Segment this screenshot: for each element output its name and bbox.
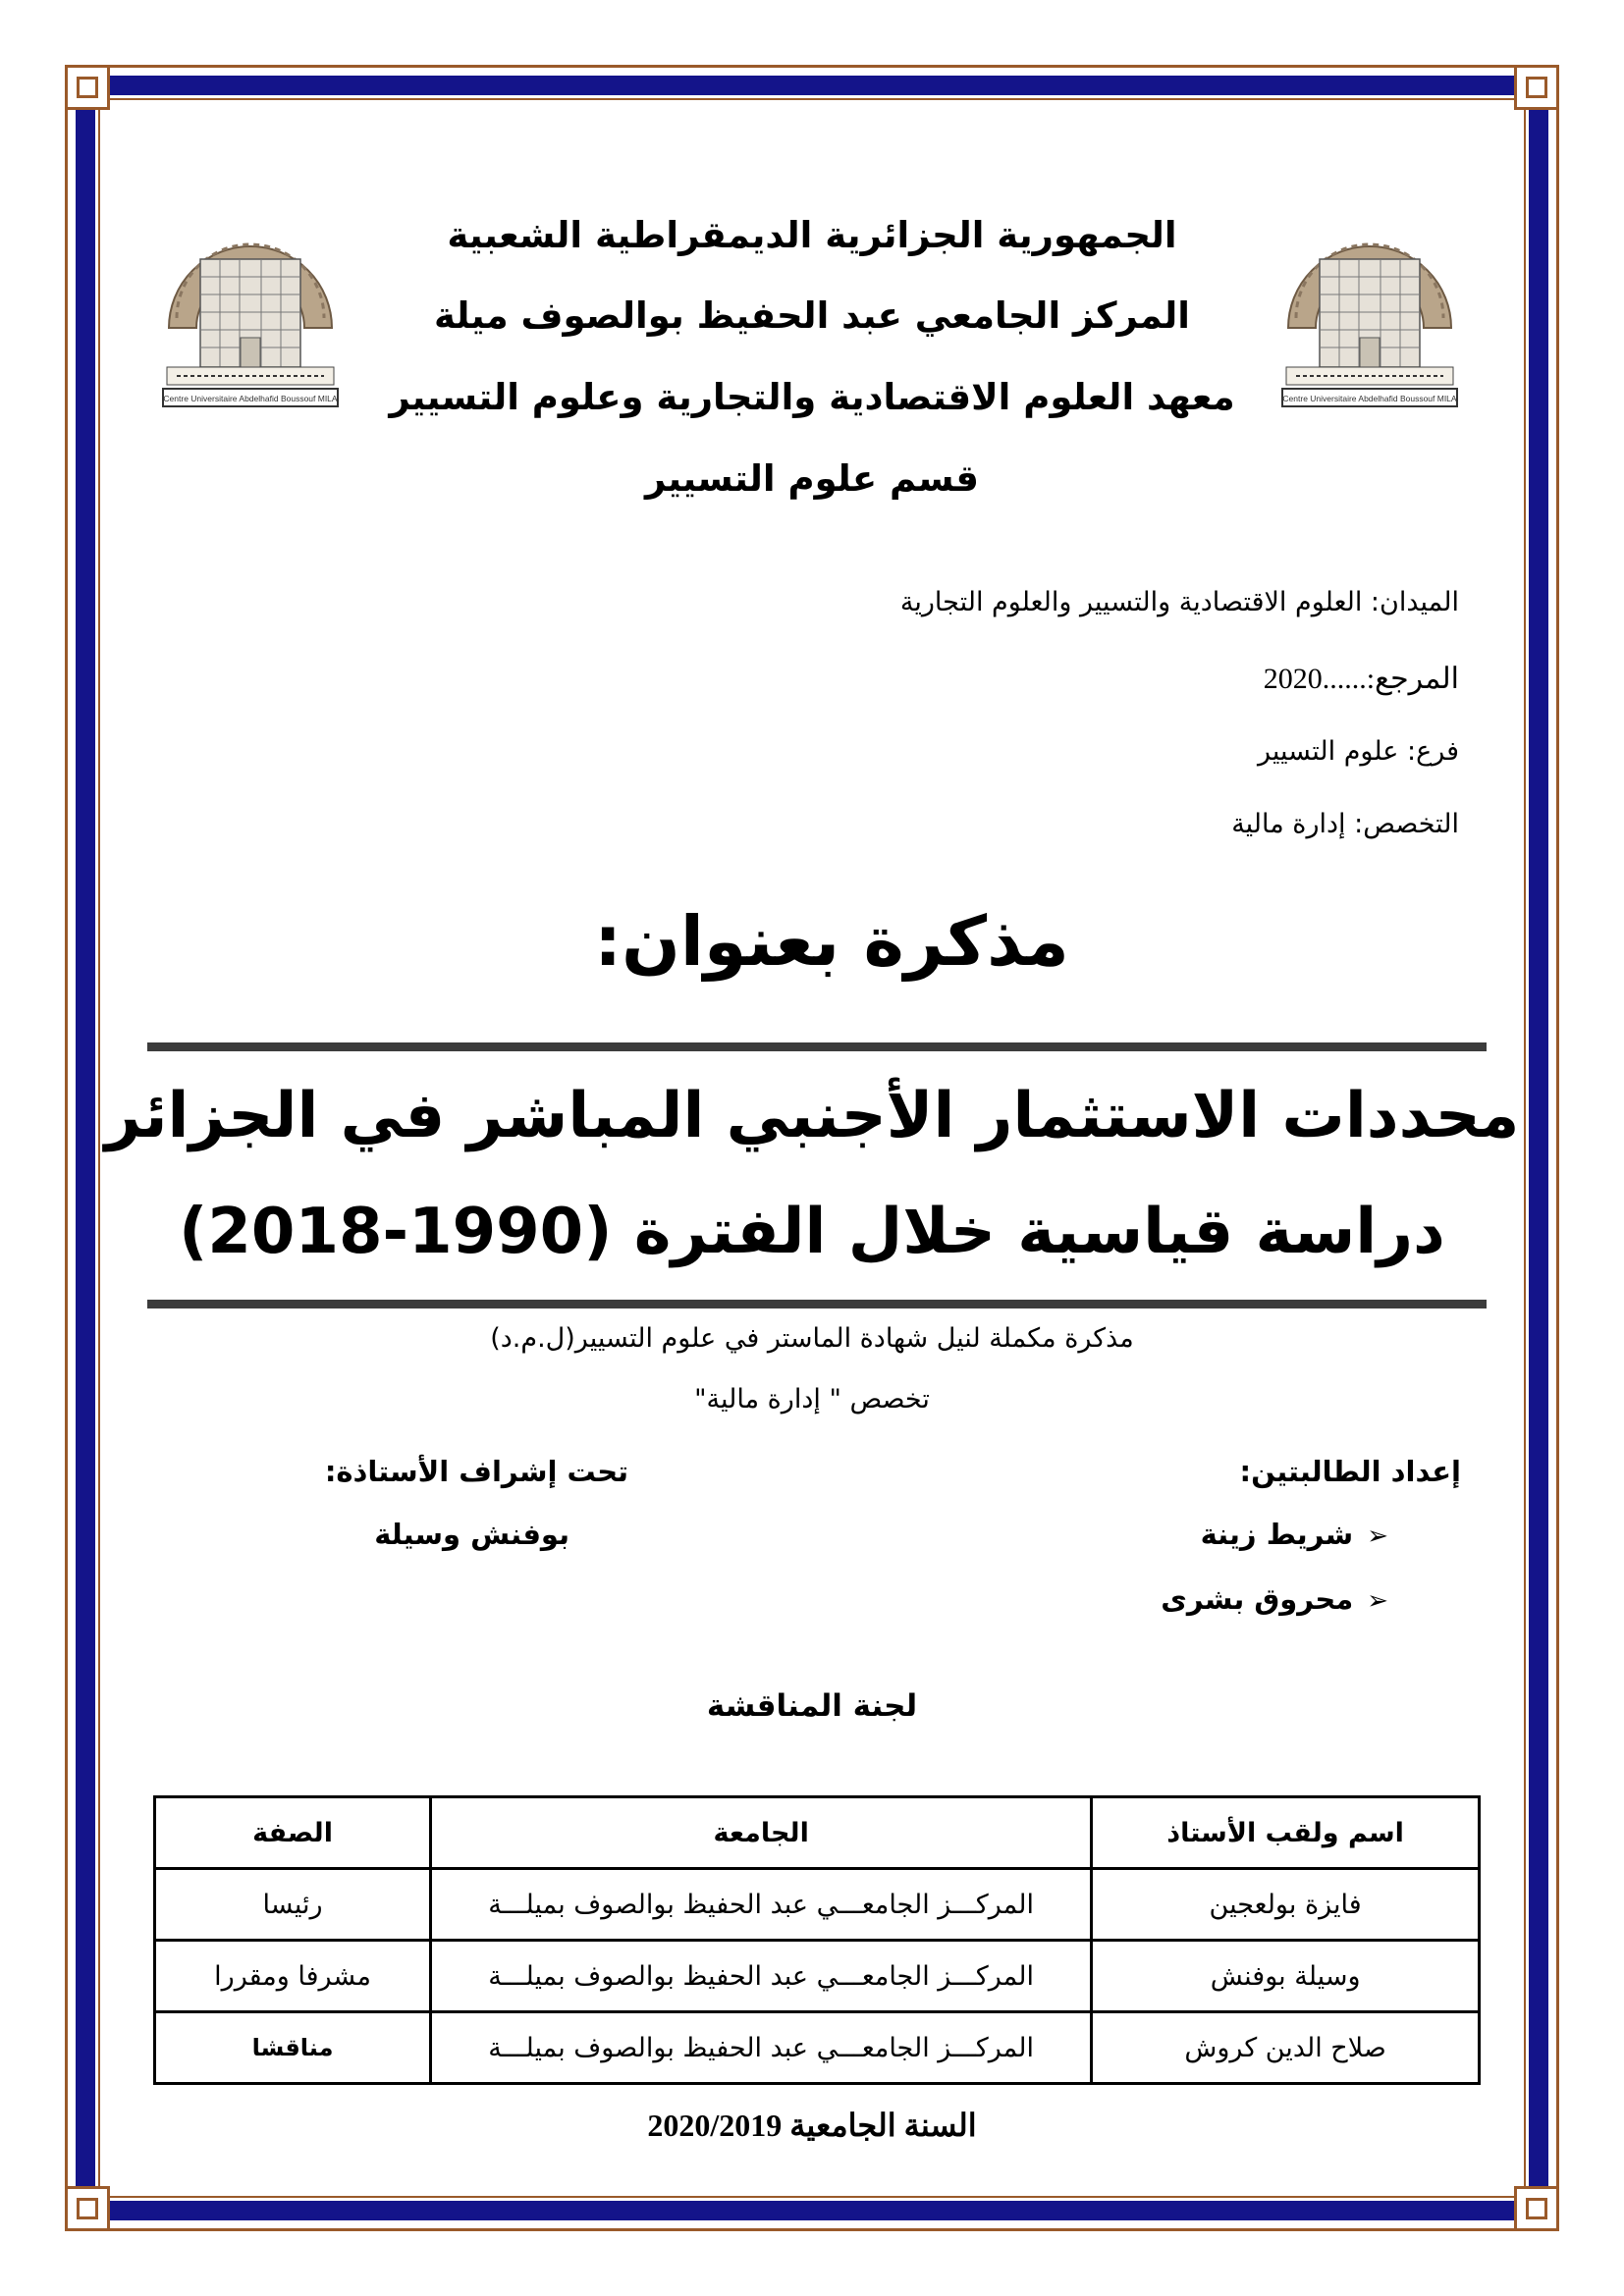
header-department: قسم علوم التسيير (645, 457, 979, 500)
degree-specialty: تخصص " إدارة مالية" (694, 1384, 930, 1415)
memo-label: مذكرة بعنوان: (594, 901, 1069, 982)
professor-university: المركـــز الجامعـــي عبد الحفيظ بوالصوف بميلـــة (431, 1941, 1092, 2012)
logo-caption: Centre Universitaire Abdelhafid Boussouf MILA (163, 394, 338, 403)
header-institute: معهد العلوم الاقتصادية والتجارية وعلوم التسيير (389, 376, 1235, 418)
thesis-title: محددات الاستثمار الأجنبي المباشر في الجزائر (104, 1080, 1520, 1152)
professor-role: رئيسا (155, 1869, 431, 1941)
degree-line: مذكرة مكملة لنيل شهادة الماستر في علوم التسيير(ل.م.د) (490, 1323, 1134, 1354)
professor-role: مناقشا (155, 2012, 431, 2084)
frame-corner-top-right (1514, 65, 1559, 110)
table-row (155, 1941, 1480, 2012)
supervisor-label: تحت إشراف الأستاذة: (324, 1455, 628, 1488)
meta-reference: المرجع:......2020 (1263, 663, 1459, 695)
committee-table (153, 1795, 1481, 2085)
header-republic: الجمهورية الجزائرية الديمقراطية الشعبية (447, 214, 1177, 256)
academic-year: السنة الجامعية 2020/2019 (647, 2108, 977, 2143)
table-row (155, 1869, 1480, 1941)
table-header-row (155, 1797, 1480, 1869)
professor-name: صلاح الدين كروش (1092, 2012, 1480, 2084)
arrow-bullet-icon: ➢ (1367, 1522, 1388, 1551)
meta-field: الميدان: العلوم الاقتصادية والتسيير والعلوم التجارية (899, 587, 1459, 617)
header-university: المركز الجامعي عبد الحفيظ بوالصوف ميلة (434, 294, 1190, 337)
title-rule-bottom (147, 1300, 1487, 1308)
frame-corner-bottom-right (1514, 2186, 1559, 2231)
header-role: الصفة (155, 1797, 431, 1869)
student-name-1: ➢شريط زينة (1200, 1518, 1388, 1551)
arrow-bullet-icon: ➢ (1367, 1586, 1388, 1616)
frame-corner-bottom-left (65, 2186, 110, 2231)
table-row (155, 2012, 1480, 2084)
professor-university: المركـــز الجامعـــي عبد الحفيظ بوالصوف بميلـــة (431, 1869, 1092, 1941)
professor-name: فايزة بولعجين (1092, 1869, 1480, 1941)
thesis-subtitle: دراسة قياسية خلال الفترة (1990-2018) (179, 1196, 1445, 1268)
frame-corner-top-left (65, 65, 110, 110)
meta-specialty: التخصص: إدارة مالية (1231, 809, 1459, 839)
professor-role: مشرفا ومقررا (155, 1941, 431, 2012)
professor-university: المركـــز الجامعـــي عبد الحفيظ بوالصوف بميلـــة (431, 2012, 1092, 2084)
meta-branch: فرع: علوم التسيير (1257, 736, 1459, 767)
students-label: إعداد الطالبتين: (1239, 1455, 1461, 1488)
header-university: الجامعة (431, 1797, 1092, 1869)
student-name-2: ➢محروق بشرى (1161, 1582, 1388, 1616)
logo-caption: Centre Universitaire Abdelhafid Boussouf MILA (1282, 394, 1457, 403)
title-rule-top (147, 1042, 1487, 1051)
header-professor-name: اسم ولقب الأستاذ (1092, 1797, 1480, 1869)
committee-title: لجنة المناقشة (706, 1688, 918, 1724)
professor-name: وسيلة بوفنش (1092, 1941, 1480, 2012)
supervisor-name: بوفنش وسيلة (374, 1518, 569, 1551)
